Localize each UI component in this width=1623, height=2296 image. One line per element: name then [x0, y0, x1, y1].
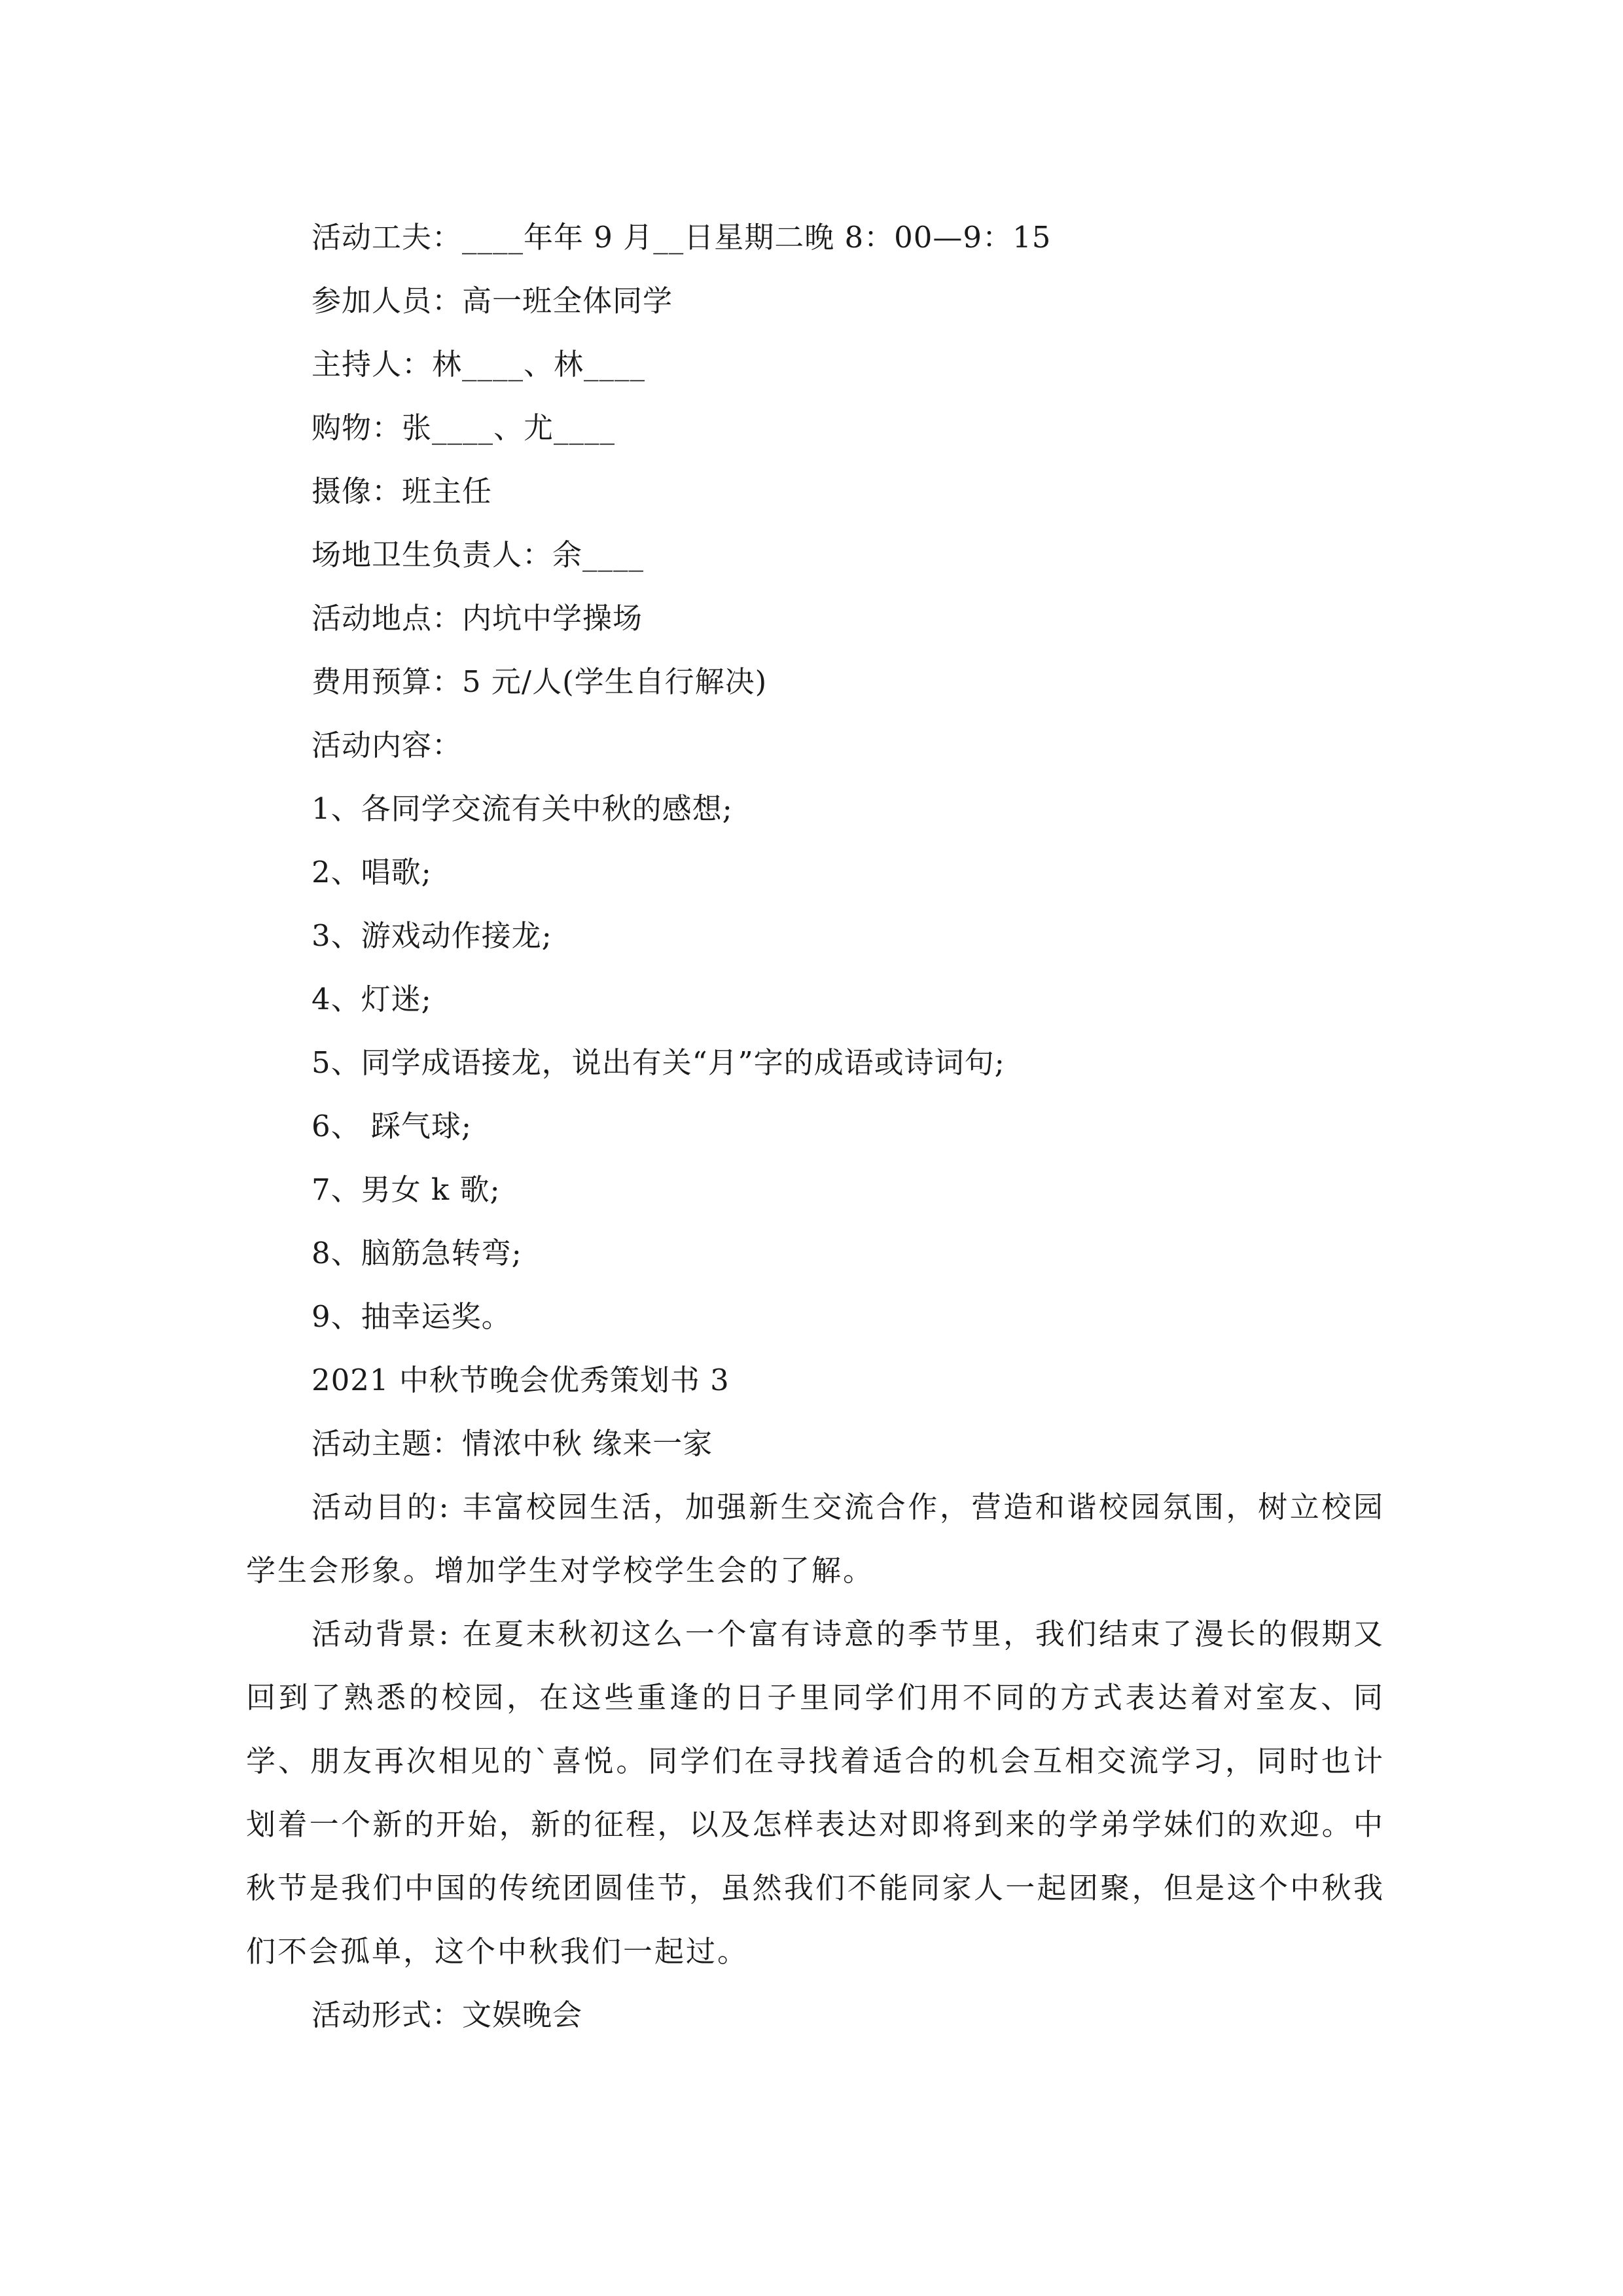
- background-paragraph: 活动背景: 在夏末秋初这么一个富有诗意的季节里，我们结束了漫长的假期又回到了熟悉的校园，在这些重逢的日子里同学们用不同的方式表达着对室友、同学、朋友再次相见的`喜悦。同学们在寻找着适合的机会互相交流学习，同时也计划着一个新的开始，新的征程，以及怎样表达对即将到来的学弟学妹们的欢迎。中秋节是我们中国的传统团圆佳节，虽然我们不能同家人一起团聚，但是这个中秋我们不会孤单，这个中秋我们一起过。: [246, 1617, 1385, 1969]
- document-body: [246, 206, 1385, 2047]
- purpose-paragraph: 活动目的: 丰富校园生活，加强新生交流合作，营造和谐校园氛围，树立校园学生会形象。增加学生对学校学生会的了解。: [246, 1490, 1385, 1588]
- content-heading: 活动内容：: [312, 728, 463, 762]
- shopping-line: 购物：张____、尤____: [312, 410, 616, 445]
- location-line: 活动地点：内坑中学操场: [312, 601, 643, 636]
- list-item: 7、男女 k 歌;: [312, 1172, 501, 1207]
- list-item: 1、各同学交流有关中秋的感想;: [312, 791, 733, 826]
- list-item: 2、唱歌;: [312, 855, 432, 889]
- budget-line: 费用预算：5 元/人(学生自行解决): [312, 664, 768, 699]
- form-line: 活动形式：文娱晚会: [312, 1998, 583, 2032]
- list-item: 6、 踩气球;: [312, 1109, 473, 1143]
- list-item: 4、灯迷;: [312, 982, 432, 1016]
- list-item: 3、游戏动作接龙;: [312, 918, 552, 953]
- section-title: 2021 中秋节晚会优秀策划书 3: [312, 1363, 730, 1397]
- photography-line: 摄像：班主任: [312, 474, 493, 509]
- activity-time-line: 活动工夫：____年年 9 月__日星期二晚 8：00—9：15: [312, 220, 1052, 255]
- host-line: 主持人：林____、林____: [312, 347, 646, 382]
- list-item: 5、同学成语接龙，说出有关“月”字的成语或诗词句;: [312, 1045, 1005, 1080]
- venue-hygiene-line: 场地卫生负责人：余____: [312, 537, 645, 572]
- participants-line: 参加人员：高一班全体同学: [312, 283, 673, 318]
- list-item: 8、脑筋急转弯;: [312, 1236, 522, 1270]
- theme-line: 活动主题：情浓中秋 缘来一家: [312, 1426, 713, 1461]
- list-item: 9、抽幸运奖。: [312, 1299, 512, 1334]
